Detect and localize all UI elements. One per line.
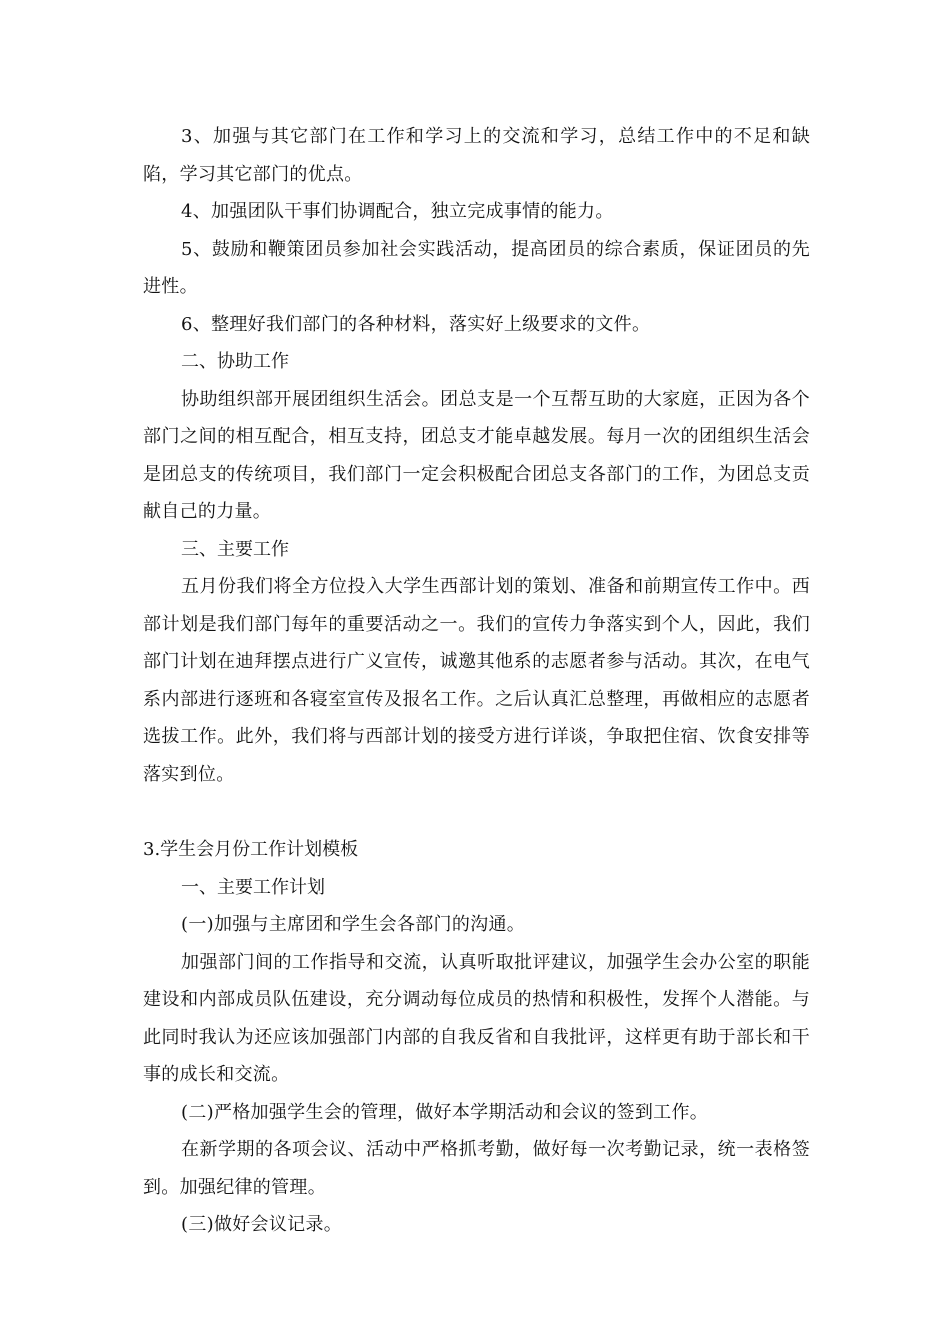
paragraph-assist-work: 协助组织部开展团组织生活会。团总支是一个互帮互助的大家庭，正因为各个部门之间的相互配合，相互支持，团总支才能卓越发展。每月一次的团组织生活会是团总支的传统项目，我们部门一定会积极配合团总支各部门的工作，为团总支贡献自己的力量。 — [143, 388, 810, 522]
paragraph-item-4: 4、加强团队干事们协调配合，独立完成事情的能力。 — [181, 201, 614, 222]
item-3-title: (三)做好会议记录。 — [181, 1214, 343, 1235]
heading-main-work: 三、主要工作 — [181, 538, 289, 560]
item-1-title: (一)加强与主席团和学生会各部门的沟通。 — [181, 914, 526, 935]
paragraph-item-3: 3、加强与其它部门在工作和学习上的交流和学习，总结工作中的不足和缺陷，学习其它部门的优点。 — [143, 126, 810, 185]
section-title: 3.学生会月份工作计划模板 — [143, 839, 359, 860]
heading-assist-work: 二、协助工作 — [181, 351, 289, 372]
paragraph-main-work: 五月份我们将全方位投入大学生西部计划的策划、准备和前期宣传工作中。西部计划是我们部门每年的重要活动之一。我们的宣传力争落实到个人，因此，我们部门计划在迪拜摆点进行广义宣传，诚邀其他系的志愿者参与活动。其次，在电气系内部进行逐班和各寝室宣传及报名工作。之后认真汇总整理，再做相应的志愿者选拔工作。此外，我们将与西部计划的接受方进行详谈，争取把住宿、饮食安排等落实到位。 — [143, 576, 810, 785]
item-2-body: 在新学期的各项会议、活动中严格抓考勤，做好每一次考勤记录，统一表格签到。加强纪律的管理。 — [143, 1139, 810, 1198]
paragraph-item-5: 5、鼓励和鞭策团员参加社会实践活动，提高团员的综合素质，保证团员的先进性。 — [143, 238, 810, 297]
paragraph-item-6: 6、整理好我们部门的各种材料，落实好上级要求的文件。 — [181, 313, 651, 335]
item-2-title: (二)严格加强学生会的管理，做好本学期活动和会议的签到工作。 — [181, 1101, 709, 1123]
heading-main-plan: 一、主要工作计划 — [181, 876, 325, 898]
item-1-body: 加强部门间的工作指导和交流，认真听取批评建议，加强学生会办公室的职能建设和内部成员队伍建设，充分调动每位成员的热情和积极性，发挥个人潜能。与此同时我认为还应该加强部门内部的自我反省和自我批评，这样更有助于部长和干事的成长和交流。 — [143, 951, 810, 1085]
